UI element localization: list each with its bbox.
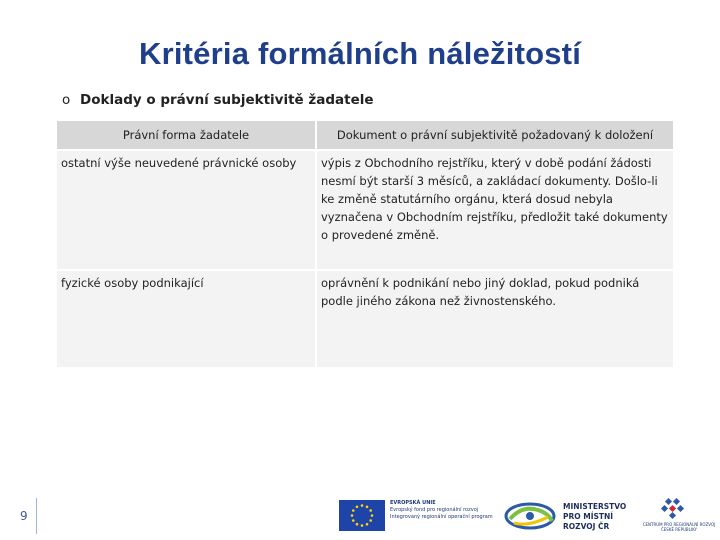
table-header-row — [57, 121, 673, 150]
header-legal-form: Právní forma žadatele — [57, 121, 316, 150]
eu-caption: EVROPSKÁ UNIE Evropský fond pro regionální rozvoj Integrovaný regionální operační program — [390, 500, 493, 520]
page-number: 9 — [20, 509, 28, 523]
slide-title: Kritéria formálních náležitostí — [138, 36, 582, 71]
documents-table — [57, 121, 673, 367]
crr-logo-icon — [646, 497, 702, 521]
ministry-logo-icon — [504, 501, 556, 531]
header-document: Dokument o právní subjektivitě požadovaný k doložení — [316, 121, 673, 150]
cell-legal-form: fyzické osoby podnikající — [57, 270, 316, 367]
table-row — [57, 270, 673, 367]
bullet-marker: o — [62, 92, 71, 108]
crr-caption: CENTRUM PRO REGIONÁLNÍ ROZVOJ ČESKÉ REPUBLIKY — [642, 522, 716, 532]
cell-document: oprávnění k podnikání nebo jiný doklad, pokud podniká podle jiného zákona než živnostenského. — [316, 270, 673, 367]
bullet-text: Doklady o právní subjektivitě žadatele — [80, 92, 374, 108]
eu-flag-icon — [339, 500, 385, 531]
cell-document: výpis z Obchodního rejstříku, který v době podání žádosti nesmí být starší 3 měsíců, a zakládací dokumenty. Došlo-li ke změně statutárního orgánu, která dosud nebyla vyznačena v Obchodním rejstříku, předložit také dokumenty o provedené změně. — [316, 150, 673, 270]
footer-divider — [36, 498, 37, 534]
footer-logos — [336, 493, 720, 540]
table-row — [57, 150, 673, 270]
ministry-caption: MINISTERSTVO PRO MÍSTNÍ ROZVOJ ČR — [563, 502, 627, 531]
bullet-item — [62, 92, 374, 108]
cell-legal-form: ostatní výše neuvedené právnické osoby — [57, 150, 316, 270]
